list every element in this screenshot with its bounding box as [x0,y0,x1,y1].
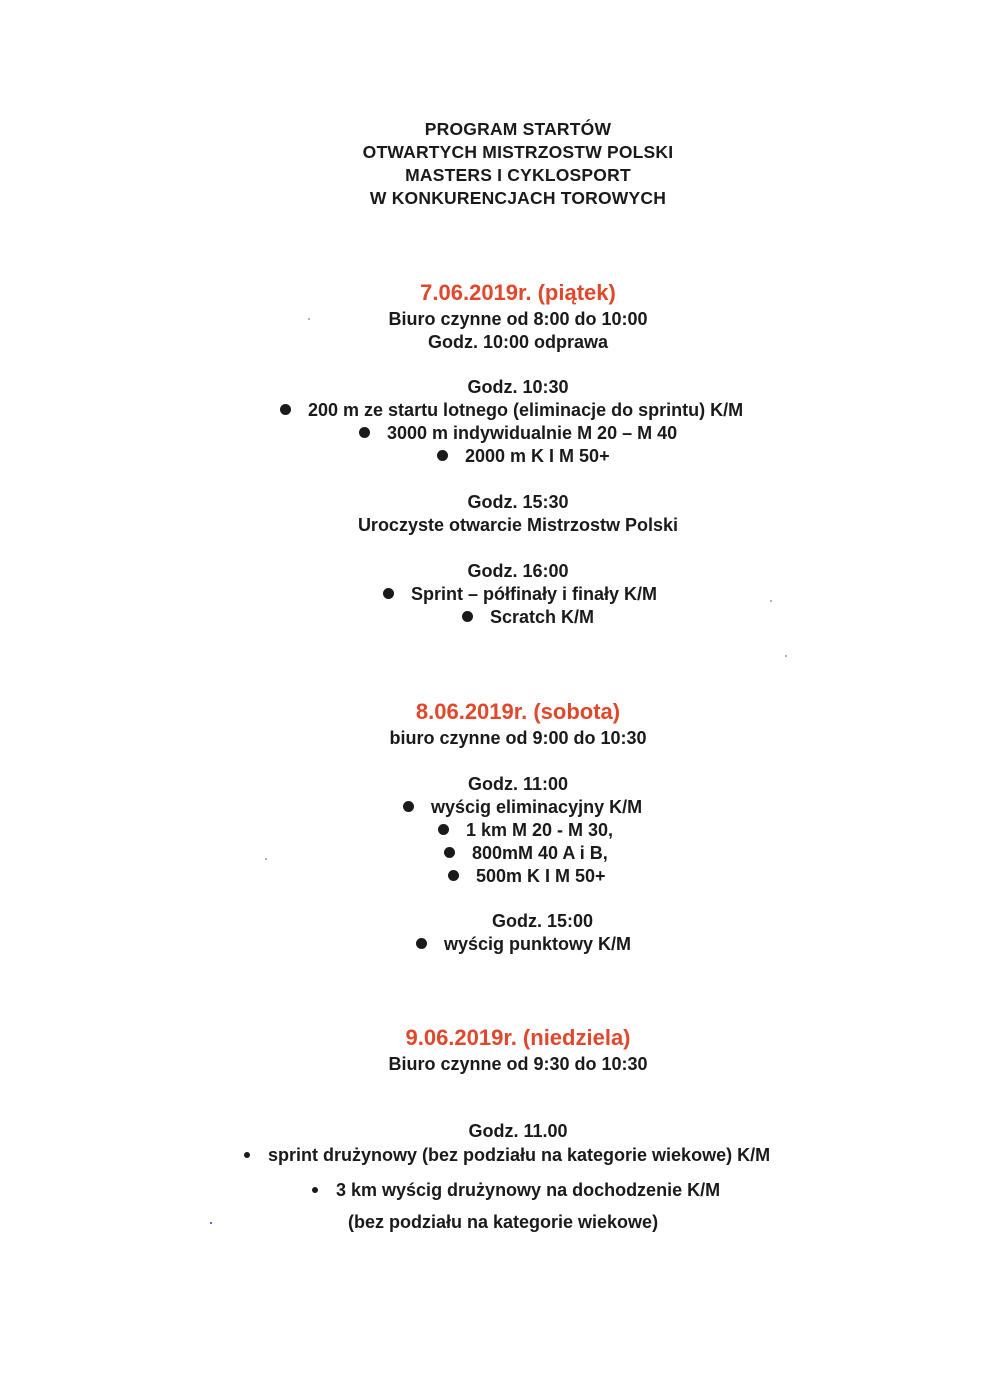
scan-speck [785,655,787,657]
day1-block1-item: 2000 m K I M 50+ [437,445,610,467]
scan-speck [770,600,772,602]
day2-block2-time: Godz. 15:00 [492,911,594,931]
day2-block2-item: wyścig punktowy K/M [416,933,631,955]
day3-block1-item: 3 km wyścig drużynowy na dochodzenie K/M [312,1179,720,1201]
day1-date: 7.06.2019r. (piątek) [420,280,616,305]
title-line-1: PROGRAM STARTÓW [424,119,612,139]
day1-office-hours: Biuro czynne od 8:00 do 10:00 [388,309,648,329]
day1-block3-time: Godz. 16:00 [467,561,569,581]
bullet-icon [438,824,449,835]
day2-date: 8.06.2019r. (sobota) [415,699,621,724]
bullet-icon [383,588,394,599]
scan-speck [265,858,267,860]
day1-briefing: Godz. 10:00 odprawa [427,332,609,352]
scan-speck [308,318,310,320]
day2-block1-item: 500m K I M 50+ [448,865,606,887]
bullet-icon [448,870,459,881]
bullet-icon [280,404,291,415]
bullet-icon [403,801,414,812]
day2-office-hours: biuro czynne od 9:00 do 10:30 [389,728,647,748]
bullet-icon [416,938,427,949]
bullet-icon [437,450,448,461]
day2-block1-time: Godz. 11:00 [467,774,569,794]
day1-block3-item: Sprint – półfinały i finały K/M [383,583,657,605]
day3-block1-note: (bez podziału na kategorie wiekowe) [348,1212,659,1232]
bullet-icon [312,1187,318,1193]
bullet-icon [244,1152,250,1158]
title-line-4: W KONKURENCJACH TOROWYCH [369,188,667,208]
title-line-3: MASTERS I CYKLOSPORT [405,165,631,185]
day1-block1-item: 200 m ze startu lotnego (eliminacje do sprintu) K/M [280,399,743,421]
day1-block1-time: Godz. 10:30 [467,377,569,397]
title-line-2: OTWARTYCH MISTRZOSTW POLSKI [362,142,674,162]
day3-office-hours: Biuro czynne od 9:30 do 10:30 [388,1054,648,1074]
bullet-icon [444,847,455,858]
day2-block1-item: wyścig eliminacyjny K/M [403,796,642,818]
day2-block1-item: 800mM 40 A i B, [444,842,608,864]
day2-block1-item: 1 km M 20 - M 30, [438,819,613,841]
day1-block3-item: Scratch K/M [462,606,594,628]
bullet-icon [359,427,370,438]
day3-date: 9.06.2019r. (niedziela) [405,1025,631,1050]
day3-block1-item: sprint drużynowy (bez podziału na kategorie wiekowe) K/M [244,1144,770,1166]
day1-block2-time: Godz. 15:30 [467,492,569,512]
bullet-icon [462,611,473,622]
day1-block1-item: 3000 m indywidualnie M 20 – M 40 [359,422,677,444]
day1-opening-ceremony: Uroczyste otwarcie Mistrzostw Polski [357,515,679,535]
scan-speck [210,1222,212,1224]
day3-block1-time: Godz. 11.00 [468,1121,568,1141]
